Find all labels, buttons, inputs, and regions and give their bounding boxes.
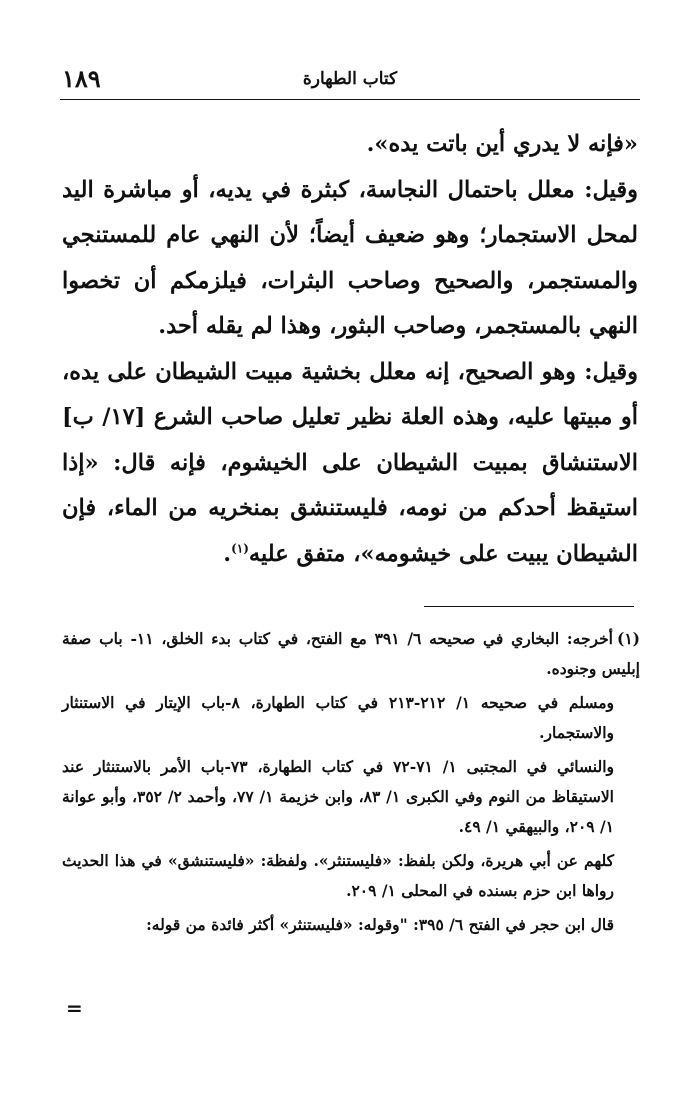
paragraph-3-text: وهو الصحيح، إنه معلل بخشية مبيت الشيطان على يده، أو مبيتها عليه، وهذه العلة نظير تعليل صاحب الشرع [١٧/ ب] الاستنشاق بمبيت الشيطان على الخيشوم، فإنه قال: «إذا استيقظ أحدكم من نومه، فليستنشق بمنخريه من الماء، فإن الشيطان يبيت على خيشومه»، متفق عليه: [62, 358, 638, 567]
footnote-muslim: ومسلم في صحيحه ١/ ٢١٢-٢١٣ في كتاب الطهارة، ٨-باب الإيتار في الاستنثار والاستجمار.: [62, 693, 614, 742]
footnote-1-text: أخرجه: البخاري في صحيحه ٦/ ٣٩١ مع الفتح، في كتاب بدء الخلق، ١١- باب صفة إبليس وجنوده.: [62, 629, 640, 678]
header-rule: [60, 99, 640, 100]
paragraph-3: [62, 350, 638, 578]
paragraph-2-lead: وقيل:: [584, 176, 638, 203]
running-header: [60, 64, 640, 98]
footnote-abu-hurayra: كلهم عن أبي هريرة، ولكن بلفظ: «فليستنثر». ولفظة: «فليستنشق» في هذا الحديث رواها ابن حزم بسنده في المحلى ١/ ٢٠٩.: [62, 851, 614, 900]
page-number: ١٨٩: [62, 64, 101, 93]
footnote-1: [62, 624, 640, 684]
paragraph-3-lead: وقيل:: [584, 358, 638, 385]
footnotes: [62, 624, 640, 944]
paragraph-2: [62, 168, 638, 350]
footnote-nasai: والنسائي في المجتبى ١/ ٧١-٧٢ في كتاب الطهارة، ٧٣-باب الأمر بالاستنثار عند الاستيقاظ من النوم وفي الكبرى ١/ ٨٣، وابن خزيمة ١/ ٧٧، وأحمد ٢/ ٣٥٢، وأبو عوانة ١/ ٢٠٩، والبيهقي ١/ ٤٩.: [62, 757, 614, 836]
footnote-reference[interactable]: (١): [231, 541, 249, 555]
footnote-separator: [424, 606, 634, 607]
paragraph-1: «فإنه لا يدري أين باتت يده».: [366, 131, 638, 157]
footnote-ibn-hajar: قال ابن حجر في الفتح ٦/ ٣٩٥: "وقوله: «فليستنثر» أكثر فائدة من قوله:: [146, 915, 614, 934]
chapter-title: كتاب الطهارة: [302, 69, 398, 89]
continuation-mark: =: [66, 996, 83, 1020]
paragraph-2-text: معلل باحتمال النجاسة، كبثرة في يديه، أو مباشرة اليد لمحل الاستجمار؛ وهو ضعيف أيضاً؛ لأن النهي عام للمستنجي والمستجمر، والصحيح وصاحب البثرات، فيلزمكم أن تخصوا النهي بالمستجمر، وصاحب البثور، وهذا لم يقله أحد.: [62, 176, 638, 339]
paragraph-3-end: .: [223, 540, 232, 567]
main-text: [62, 122, 638, 577]
footnote-marker: (١): [616, 629, 640, 648]
